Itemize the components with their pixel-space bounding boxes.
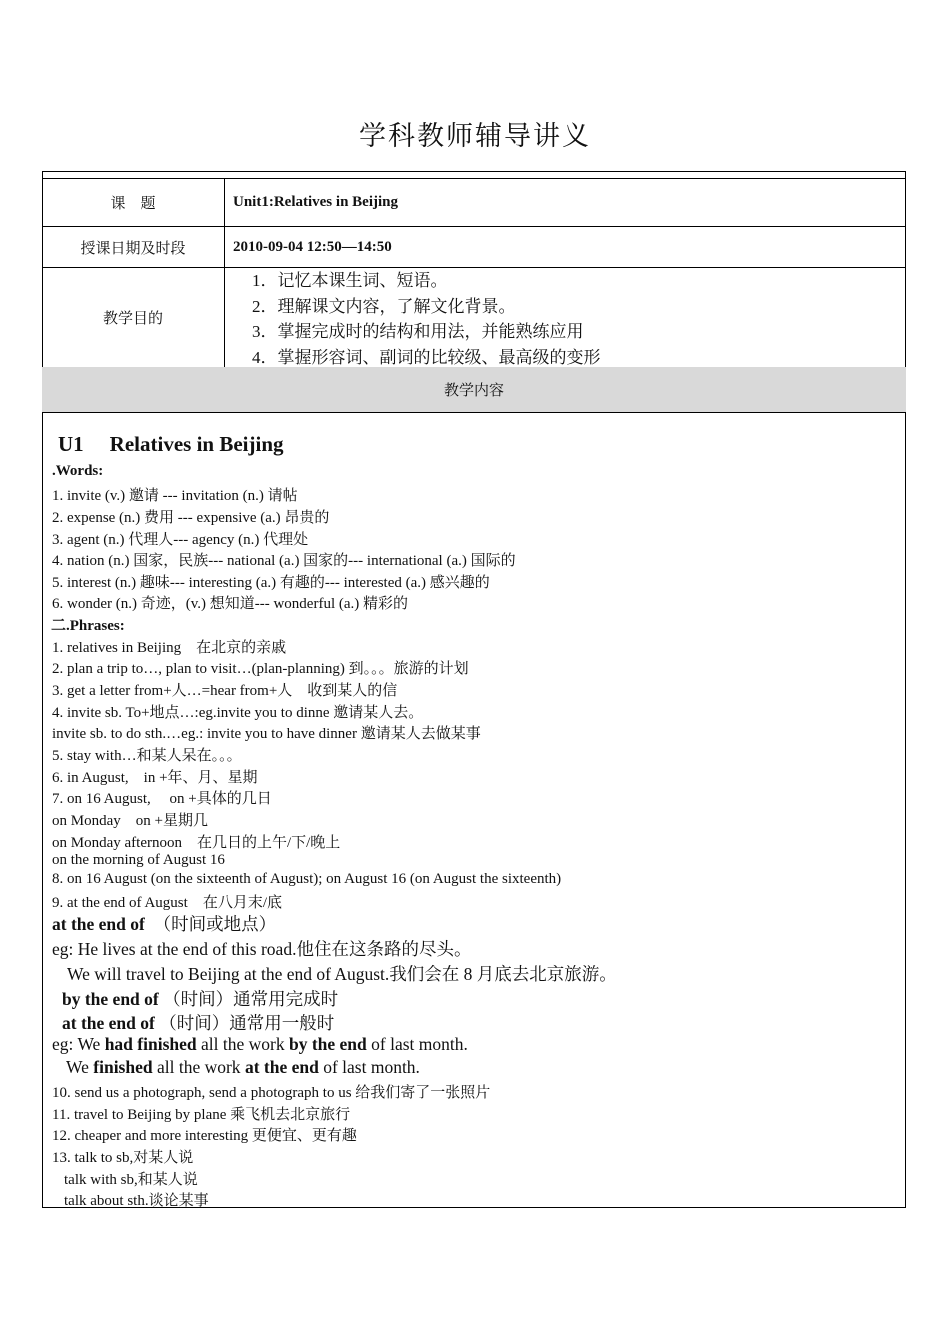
example-line: eg: He lives at the end of this road.他住在这条路的尽头。 [52, 939, 472, 959]
phrase-item: 11. travel to Beijing by plane 乘飞机去北京旅行 [52, 1107, 351, 1123]
word-item: 6. wonder (n.) 奇迹，(v.) 想知道--- wonderful (a.) 精彩的 [52, 596, 409, 612]
word-item: 5. interest (n.) 趣味--- interesting (a.) 有趣的--- interested (a.) 感兴趣的 [52, 575, 490, 591]
word-item: 3. agent (n.) 代理人--- agency (n.) 代理处 [52, 532, 309, 548]
phrase-item: 9. at the end of August 在八月末/底 [52, 895, 282, 911]
phrase-item: 10. send us a photograph, send a photograph to us 给我们寄了一张照片 [52, 1085, 491, 1101]
phrase-item: 2. plan a trip to…, plan to visit…(plan-planning) 到。。。旅游的计划 [52, 661, 469, 677]
unit-heading [58, 432, 284, 457]
phrase-item: 12. cheaper and more interesting 更便宜、更有趣 [52, 1128, 357, 1144]
phrase-item: on Monday afternoon 在几日的上午/下/晚上 [52, 835, 341, 851]
date-label: 授课日期及时段 [42, 227, 225, 267]
words-heading: .Words: [52, 463, 104, 479]
phrases-heading: 二.Phrases: [51, 618, 125, 634]
phrase-item: invite sb. to do sth.…eg.: invite you to have dinner 邀请某人去做某事 [52, 726, 481, 742]
word-item: 1. invite (v.) 邀请 --- invitation (n.) 请帖 [52, 488, 298, 504]
goal-item: 3．掌握完成时的结构和用法，并能熟练应用 [252, 322, 584, 341]
note-line: at the end of （时间）通常用一般时 [62, 1013, 335, 1033]
goal-item: 4．掌握形容词、副词的比较级、最高级的变形 [252, 347, 601, 367]
date-value: 2010-09-04 12:50—14:50 [233, 238, 392, 255]
content-header: 教学内容 [42, 367, 906, 413]
goal-item: 2．理解课文内容，了解文化背景。 [252, 296, 516, 316]
phrase-item: 5. stay with…和某人呆在。。。 [52, 748, 242, 764]
page-title: 学科教师辅导讲义 [359, 121, 591, 151]
topic-row [42, 179, 906, 227]
note-line: by the end of （时间）通常用完成时 [62, 989, 339, 1009]
date-row [42, 227, 906, 268]
phrase-item: 7. on 16 August, on +具体的几日 [52, 791, 272, 807]
phrase-item: 3. get a letter from+人…=hear from+人 收到某人的信 [52, 683, 398, 699]
example-line: eg: We had finished all the work by the end of last month. [52, 1034, 468, 1054]
phrase-item: 8. on 16 August (on the sixteenth of August); on August 16 (on August the sixteenth) [52, 871, 562, 887]
topic-value: Unit1:Relatives in Beijing [233, 194, 398, 210]
goal-item: 1．记忆本课生词、短语。 [252, 271, 448, 290]
topic-label: 课 题 [42, 179, 225, 226]
example-line: We finished all the work at the end of last month. [66, 1057, 420, 1077]
unit-title: Relatives in Beijing [109, 432, 284, 456]
phrase-item: 6. in August, in +年、月、星期 [52, 770, 258, 786]
goal-row [42, 268, 906, 368]
word-item: 4. nation (n.) 国家，民族--- national (a.) 国家的--- international (a.) 国际的 [52, 553, 516, 569]
note-line: at the end of （时间或地点） [52, 914, 277, 934]
goal-label: 教学目的 [42, 268, 225, 367]
phrase-item: talk with sb,和某人说 [64, 1172, 198, 1188]
word-item: 2. expense (n.) 费用 --- expensive (a.) 昂贵的 [52, 510, 330, 526]
phrase-item: 13. talk to sb,对某人说 [52, 1150, 194, 1166]
goal-list [252, 268, 601, 370]
phrase-item: 1. relatives in Beijing 在北京的亲戚 [52, 640, 287, 656]
example-line: We will travel to Beijing at the end of August.我们会在 8 月底去北京旅游。 [67, 964, 617, 984]
phrase-item: talk about sth.谈论某事 [64, 1193, 209, 1209]
phrase-item: on Monday on +星期几 [52, 813, 208, 829]
unit-code: U1 [58, 432, 84, 456]
phrase-item: on the morning of August 16 [52, 852, 225, 868]
phrase-item: 4. invite sb. To+地点…:eg.invite you to dinne 邀请某人去。 [52, 705, 424, 721]
